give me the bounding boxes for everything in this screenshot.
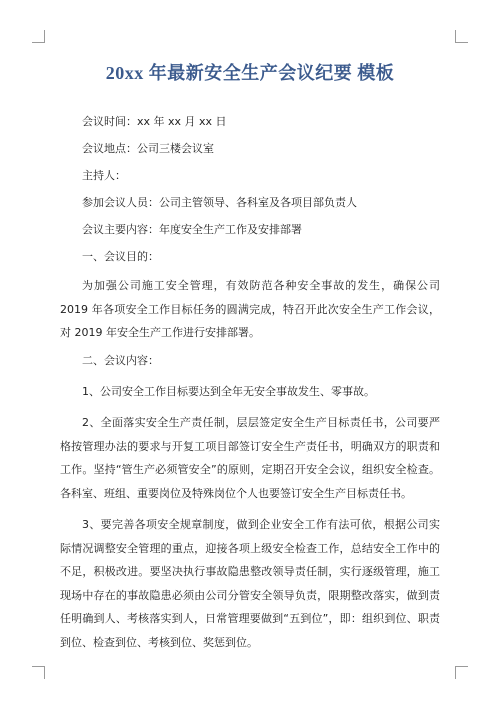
document-page (60, 60, 440, 662)
content-item-3: 3、要完善各项安全规章制度，做到企业安全工作有法可依，根据公司实际情况调整安全管理的重点，迎接各项上级安全检查工作，总结安全工作中的不足，积极改进。要坚决执行事故隐患整改领导责任制，实行逐级管理，施工现场中存在的事故隐患必须由公司分管安全领导负责，限期整改落实，做到责任明确到人、考核落实到人，日常管理要做到“五到位”，即：组织到位、职责到位、检查到位、考核到位、奖惩到位。 (60, 518, 440, 649)
crop-mark-bottom-right (455, 666, 468, 679)
meeting-attendees: 参加会议人员：公司主管领导、各科室及各项目部负责人 (82, 196, 357, 209)
meeting-time: 会议时间：xx 年 xx 月 xx 日 (82, 115, 227, 128)
crop-mark-top-right (455, 30, 468, 43)
purpose-paragraph: 为加强公司施工安全管理，有效防范各种安全事故的发生，确保公司 2019 年各项安全工作目标任务的圆满完成，特召开此次安全生产工作会议，对 2019 年安全生产工作进行安排部署。 (60, 279, 440, 339)
content-item-1: 1、公司安全工作目标要达到全年无安全事故发生、零事故。 (82, 384, 375, 398)
meeting-topic: 会议主要内容：年度安全生产工作及安排部署 (82, 223, 302, 236)
crop-mark-top-left (32, 30, 45, 43)
document-title: 20xx 年最新安全生产会议纪要 模板 (105, 63, 395, 83)
crop-mark-bottom-left (32, 666, 45, 679)
meeting-host: 主持人： (82, 169, 126, 182)
content-heading: 二、会议内容： (82, 353, 159, 367)
purpose-heading: 一、会议目的： (82, 250, 159, 263)
content-item-2: 2、全面落实安全生产责任制，层层签定安全生产目标责任书，公司要严格按管理办法的要求与开复工项目部签订安全生产责任书，明确双方的职责和工作。坚持“管生产必须管安全”的原则，定期召开安全会议，组织安全检查。各科室、班组、重要岗位及特殊岗位个人也要签订安全生产目标责任书。 (60, 416, 440, 500)
meeting-place: 会议地点：公司三楼会议室 (82, 142, 214, 155)
